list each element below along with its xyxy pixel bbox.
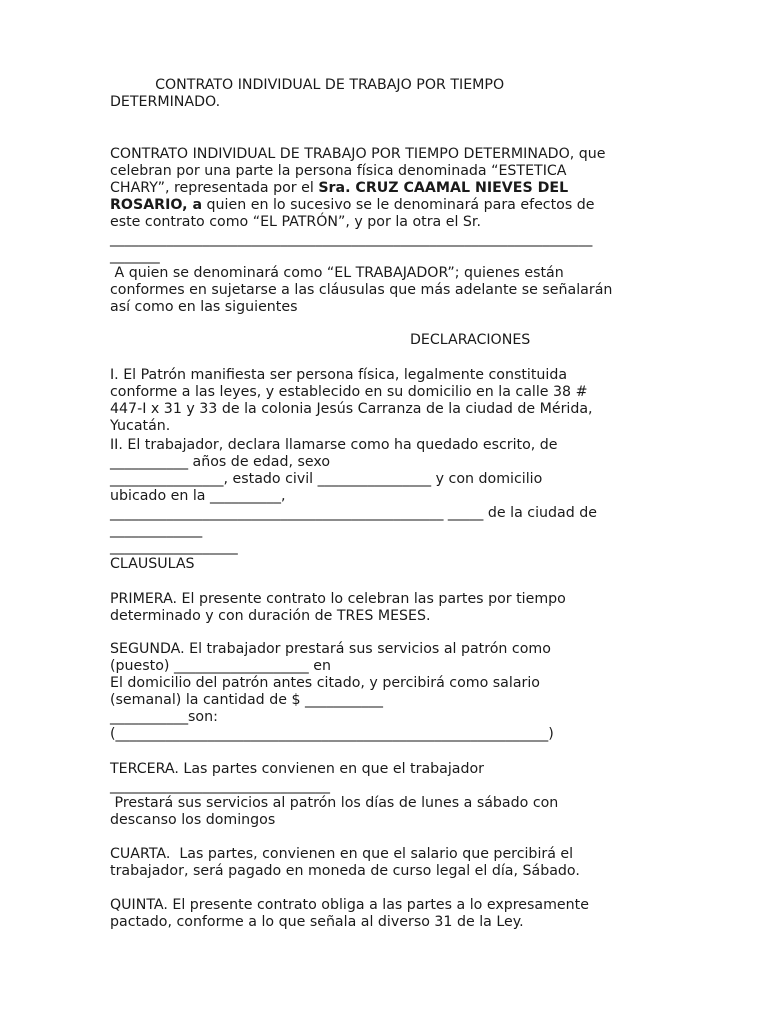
intro-text-b: quien en lo sucesivo se le denominará para efectos de este contrato como “EL PATRÓN”, y por la otra el Sr. ____________________________________________________________________ _______ [110,197,595,264]
clausulas-heading: CLAUSULAS [110,556,195,572]
clause-quinta: QUINTA. El presente contrato obliga a las partes a lo expresamente pactado, conforme a lo que señala al diverso 31 de la Ley. [110,897,589,930]
clause-segunda: SEGUNDA. El trabajador prestará sus servicios al patrón como (puesto) ___________________ en El domicilio del patrón antes citado, y percibirá como salario (semanal) la cantidad de $ ___________ ___________son: (_____________________________________________________________) [110,641,554,742]
intro-paragraph-worker: A quien se denominará como “EL TRABAJADOR”; quienes están conformes en sujetarse a las cláusulas que más adelante se señalarán así como en las siguientes [110,265,613,315]
clause-cuarta: CUARTA. Las partes, convienen en que el salario que percibirá el trabajador, será pagado en moneda de curso legal el día, Sábado. [110,846,580,879]
intro-paragraph [110,146,670,265]
declaration-one: I. El Patrón manifiesta ser persona física, legalmente constituida conforme a las leyes, y establecido en su domicilio en la calle 38 # 447-I x 31 y 33 de la colonia Jesús Carranza de la ciudad de Mérida, Yucatán. [110,367,593,434]
employer-name: Sra. CRUZ CAAMAL NIEVES DEL ROSARIO, a [110,180,569,213]
declaration-two: II. El trabajador, declara llamarse como ha quedado escrito, de ___________ años de edad, sexo ________________, estado civil ________________ y con domicilio ubicado en la __________, _______________________________________________ _____ de la ciudad de _____________ __________________ [110,437,597,555]
intro-text-a: CONTRATO INDIVIDUAL DE TRABAJO POR TIEMPO DETERMINADO, que celebran por una parte la persona física denominada “ESTETICA CHARY”, representada por el [110,146,606,196]
document-title: CONTRATO INDIVIDUAL DE TRABAJO POR TIEMPO DETERMINADO. [110,77,505,110]
declaraciones-heading: DECLARACIONES [410,332,531,348]
clause-primera: PRIMERA. El presente contrato lo celebran las partes por tiempo determinado y con duración de TRES MESES. [110,591,566,624]
clause-tercera: TERCERA. Las partes convienen en que el trabajador _______________________________ Prestará sus servicios al patrón los días de lunes a sábado con descanso los domingos [110,761,559,828]
